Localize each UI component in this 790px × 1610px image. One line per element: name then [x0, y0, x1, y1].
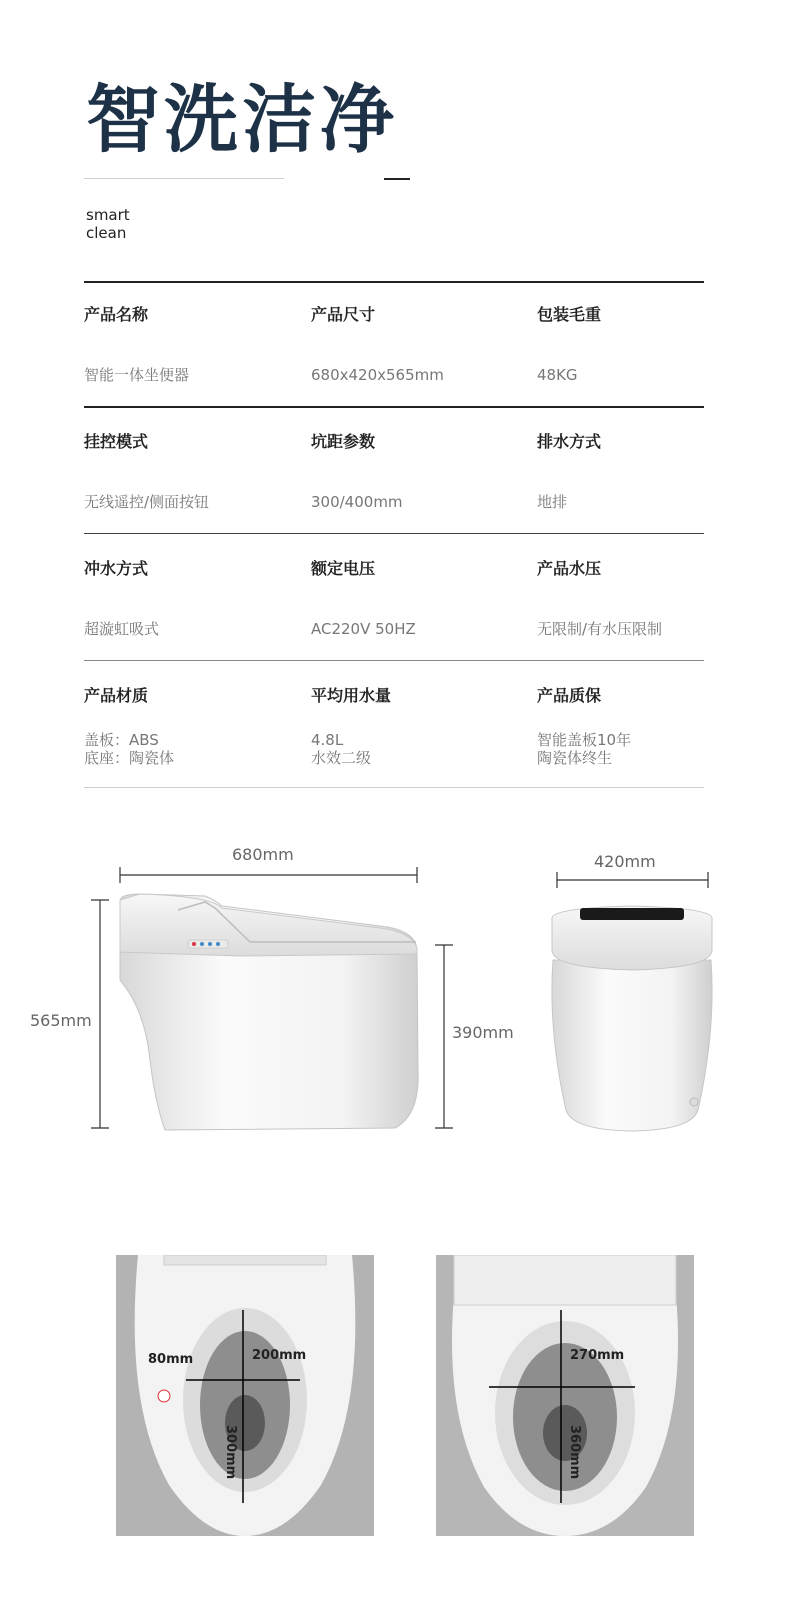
row-divider	[84, 660, 704, 661]
spec-value: 智能盖板10年 陶瓷体终生	[537, 731, 632, 767]
front-width-label: 420mm	[594, 852, 656, 871]
spec-value: AC220V 50HZ	[311, 620, 416, 638]
spec-value: 盖板：ABS 底座：陶瓷体	[84, 731, 175, 767]
seat2-width-label: 270mm	[570, 1348, 625, 1363]
spec-value: 48KG	[537, 366, 578, 384]
spec-label: 冲水方式	[84, 559, 149, 578]
spec-row	[84, 288, 704, 415]
spec-label: 平均用水量	[311, 686, 392, 705]
toilet-side-view	[120, 894, 418, 1130]
seat-top-view-1	[116, 1255, 374, 1536]
page-title: 智洗洁净	[86, 77, 398, 163]
seat-height-label: 390mm	[452, 1023, 514, 1042]
row-divider	[84, 533, 704, 534]
spec-value: 无线遥控/侧面按钮	[84, 493, 210, 511]
subtitle-line-1: smart	[86, 206, 130, 224]
toilet-front-view	[552, 906, 712, 1131]
seat1-width-label: 200mm	[252, 1348, 307, 1363]
seat-top-view-2	[436, 1255, 694, 1536]
dimension-drawing	[0, 830, 790, 1160]
spec-value: 4.8L 水效二级	[311, 731, 372, 767]
spec-table	[84, 288, 704, 796]
side-height-label: 565mm	[30, 1011, 92, 1030]
row-divider	[84, 787, 704, 788]
spec-value: 无限制/有水压限制	[537, 620, 663, 638]
title-accent-dash	[384, 178, 410, 180]
side-width-label: 680mm	[232, 845, 294, 864]
spec-label: 包装毛重	[537, 305, 602, 324]
spec-table-top-rule	[84, 281, 704, 283]
spec-value: 超漩虹吸式	[84, 620, 160, 638]
spec-label: 排水方式	[537, 432, 602, 451]
spec-label: 产品水压	[537, 559, 602, 578]
spec-label: 产品质保	[537, 686, 602, 705]
spec-value: 智能一体坐便器	[84, 366, 190, 384]
subtitle	[86, 206, 130, 242]
side-width-dimension	[120, 867, 417, 883]
spec-row	[84, 542, 704, 669]
seat-height-dimension	[435, 945, 453, 1128]
spec-row	[84, 669, 704, 796]
spec-row	[84, 415, 704, 542]
spec-value: 300/400mm	[311, 493, 403, 511]
spec-label: 产品材质	[84, 686, 149, 705]
spec-label: 额定电压	[311, 559, 376, 578]
seat1-length-label: 300mm	[223, 1425, 238, 1480]
front-width-dimension	[557, 872, 708, 888]
row-divider	[84, 406, 704, 408]
seat2-length-label: 360mm	[567, 1425, 582, 1480]
spec-value: 地排	[537, 493, 568, 511]
subtitle-line-2: clean	[86, 224, 127, 242]
spec-value: 680x420x565mm	[311, 366, 444, 384]
side-height-dimension	[91, 900, 109, 1128]
spec-label: 坑距参数	[311, 432, 376, 451]
spec-label: 产品名称	[84, 305, 149, 324]
spec-label: 产品尺寸	[311, 305, 376, 324]
spec-label: 挂控模式	[84, 432, 149, 451]
seat1-side-label: 80mm	[148, 1352, 194, 1367]
title-divider	[84, 178, 284, 179]
